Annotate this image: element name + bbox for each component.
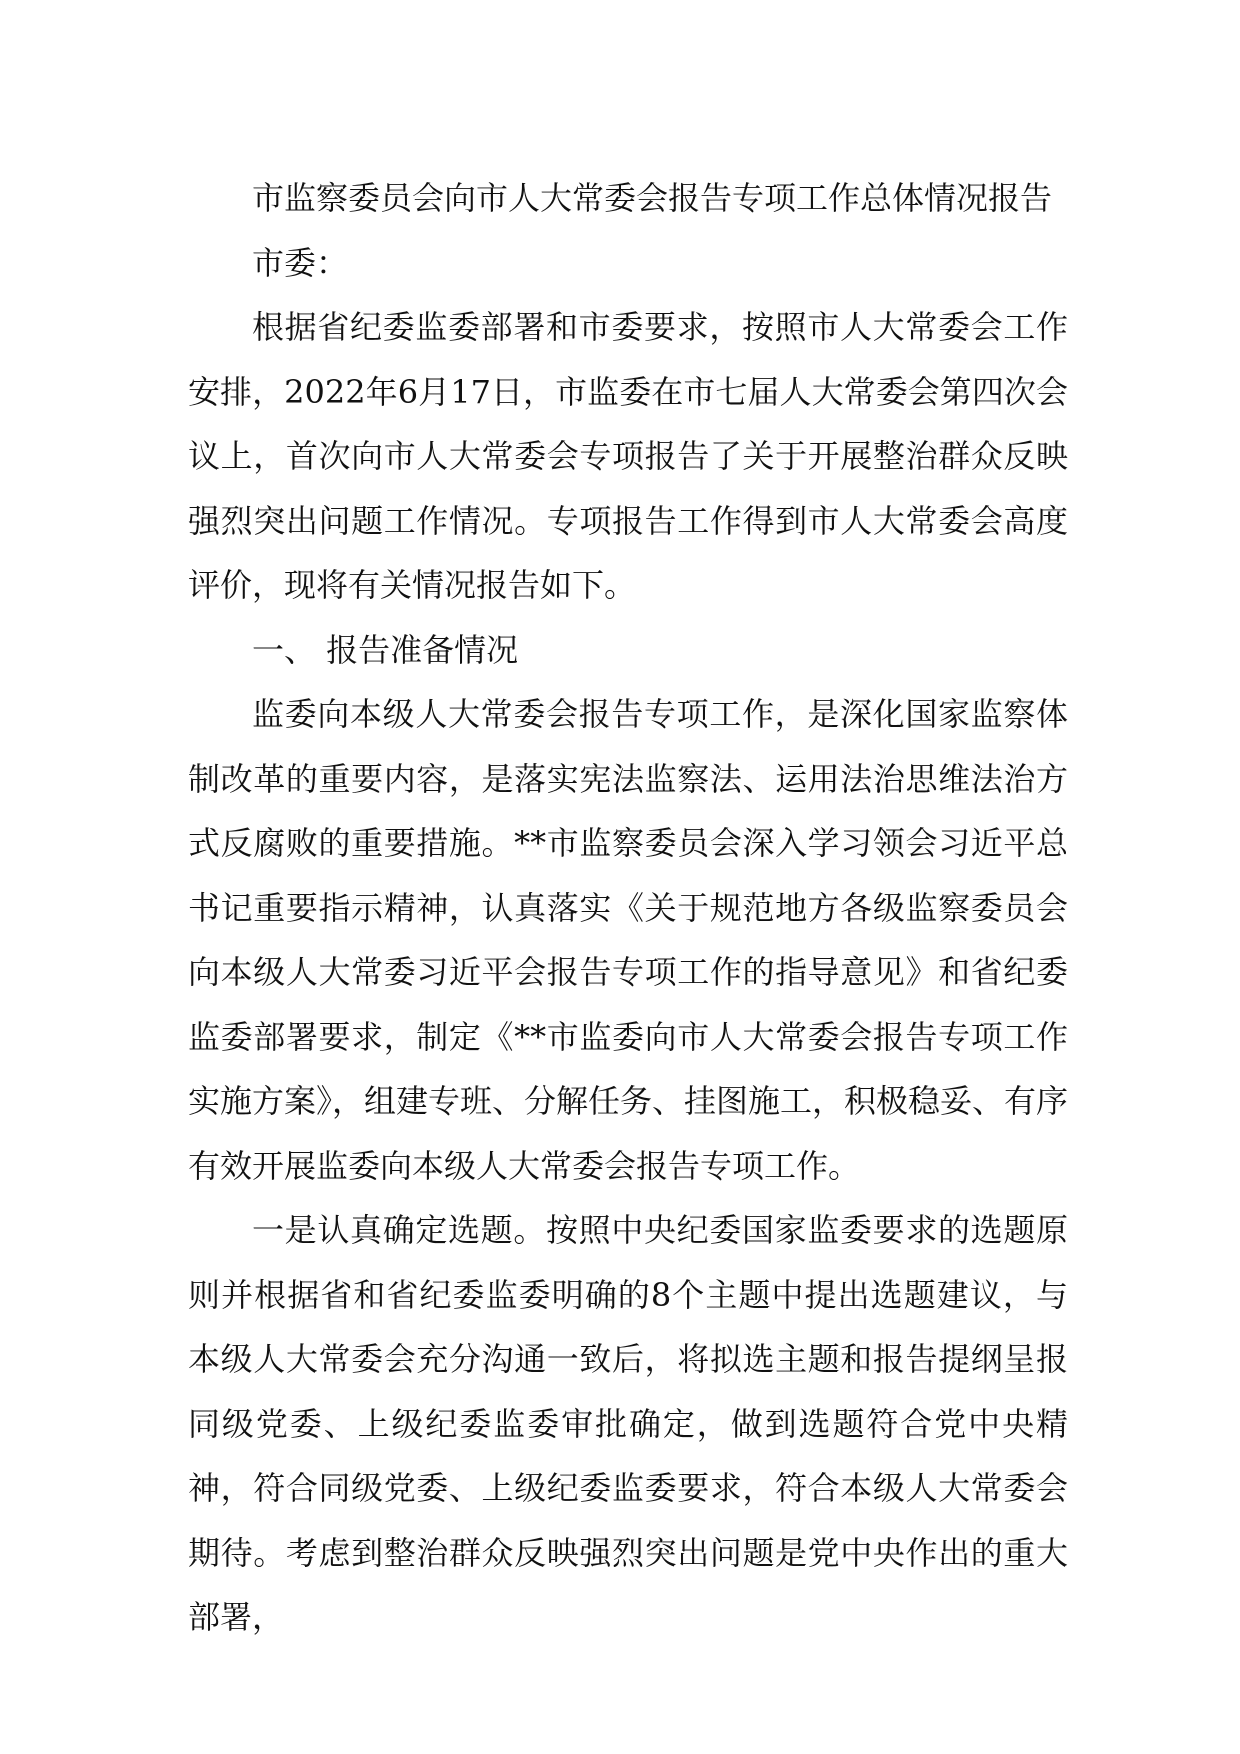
- section-heading: 一、 报告准备情况: [252, 630, 519, 669]
- document-body: [188, 166, 1068, 1650]
- paragraph-body: 监委向本级人大常委会报告专项工作，是深化国家监察体制改革的重要内容，是落实宪法监察法、运用法治思维法治方式反腐败的重要措施。**市监察委员会深入学习领会习近平总书记重要指示精神，认真落实《关于规范地方各级监察委员会向本级人大常委习近平会报告专项工作的指导意见》和省纪委监委部署要求，制定《**市监委向市人大常委会报告专项工作实施方案》，组建专班、分解任务、挂图施工，积极稳妥、有序有效开展监委向本级人大常委会报告专项工作。: [188, 695, 1069, 1185]
- salutation: 市委：: [252, 243, 349, 282]
- document-title: 市监察委员会向市人大常委会报告专项工作总体情况报告: [252, 179, 1053, 217]
- paragraph-intro: 根据省纪委监委部署和市委要求，按照市人大常委会工作安排，2022年6月17日，市监委在市七届人大常委会第四次会议上，首次向市人大常委会专项报告了关于开展整治群众反映强烈突出问题工作情况。专项报告工作得到市人大常委会高度评价，现将有关情况报告如下。: [188, 308, 1068, 604]
- paragraph-point-one: 一是认真确定选题。按照中央纪委国家监委要求的选题原则并根据省和省纪委监委明确的8个主题中提出选题建议，与本级人大常委会充分沟通一致后，将拟选主题和报告提纲呈报同级党委、上级纪委监委审批确定，做到选题符合党中央精神，符合同级党委、上级纪委监委要求，符合本级人大常委会期待。考虑到整治群众反映强烈突出问题是党中央作出的重大部署，: [188, 1211, 1068, 1636]
